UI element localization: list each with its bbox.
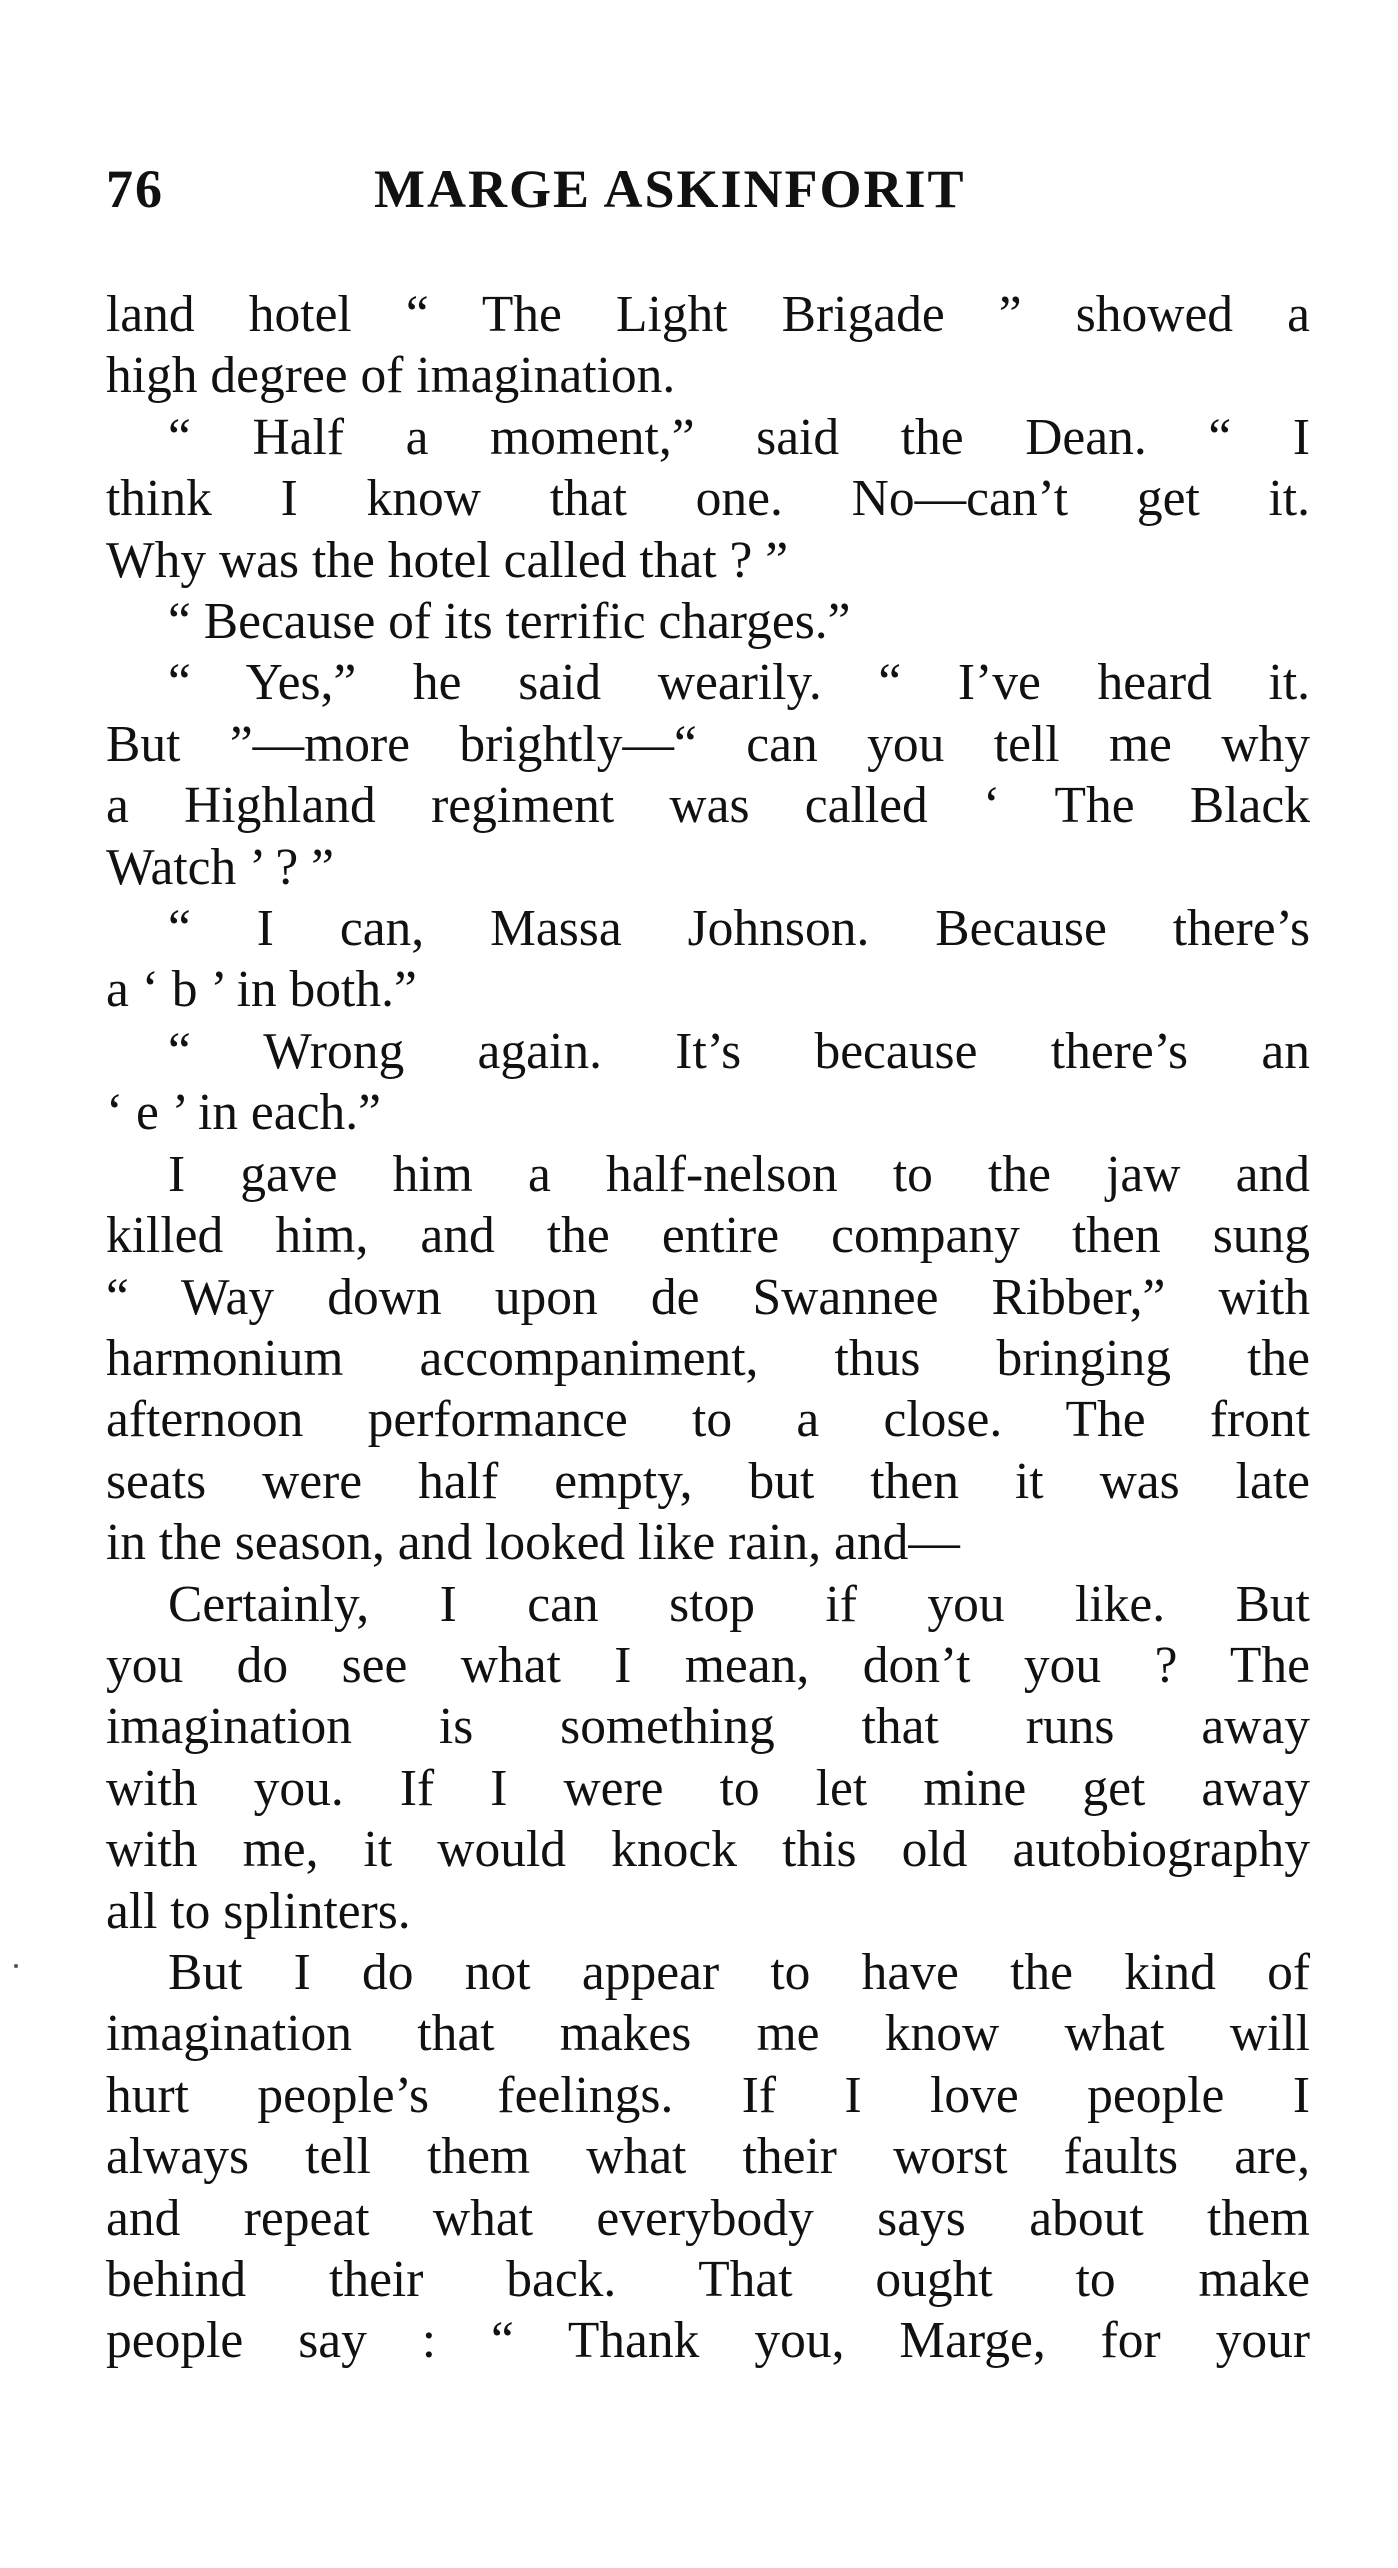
text-line: you do see what I mean, don’t you ? The bbox=[106, 1636, 1310, 1694]
text-line: land hotel “ The Light Brigade ” showed a bbox=[106, 286, 1310, 343]
text-line: “ Wrong again. It’s because there’s an bbox=[168, 1022, 1310, 1080]
text-line: high degree of imagination. bbox=[106, 347, 676, 405]
text-line: “ Way down upon de Swannee Ribber,” with bbox=[106, 1268, 1310, 1326]
text-line: hurt people’s feelings. If I love people I bbox=[106, 2066, 1310, 2124]
text-line: “ I can, Massa Johnson. Because there’s bbox=[168, 900, 1310, 958]
text-line: a Highland regiment was called ‘ The Black bbox=[106, 777, 1310, 835]
text-line: in the season, and looked like rain, and— bbox=[106, 1514, 960, 1572]
text-line: I gave him a half-nelson to the jaw and bbox=[168, 1145, 1310, 1203]
text-line: harmonium accompaniment, thus bringing the bbox=[106, 1329, 1310, 1387]
text-line: Why was the hotel called that ? ” bbox=[106, 531, 789, 589]
running-title: MARGE ASKINFORIT bbox=[374, 159, 966, 219]
text-line: “ Half a moment,” said the Dean. “ I bbox=[168, 408, 1310, 466]
text-line: afternoon performance to a close. The front bbox=[106, 1391, 1310, 1449]
text-line: a ‘ b ’ in both.” bbox=[106, 961, 417, 1019]
text-line: “ Because of its terrific charges.” bbox=[168, 593, 851, 651]
text-line: Certainly, I can stop if you like. But bbox=[168, 1575, 1310, 1633]
page-number: 76 bbox=[106, 159, 164, 219]
text-line: behind their back. That ought to make bbox=[106, 2251, 1310, 2308]
text-line: killed him, and the entire company then sung bbox=[106, 1207, 1310, 1265]
text-line: But I do not appear to have the kind of bbox=[168, 1943, 1310, 2001]
text-line: all to splinters. bbox=[106, 1882, 411, 1940]
text-line: people say : “ Thank you, Marge, for your bbox=[106, 2312, 1310, 2370]
text-line: But ”—more brightly—“ can you tell me why bbox=[106, 715, 1310, 773]
text-line: and repeat what everybody says about them bbox=[106, 2189, 1310, 2247]
text-line: “ Yes,” he said wearily. “ I’ve heard it. bbox=[168, 654, 1310, 712]
text-line: seats were half empty, but then it was late bbox=[106, 1452, 1310, 1510]
body-text bbox=[106, 284, 1310, 2372]
text-line: think I know that one. No—can’t get it. bbox=[106, 470, 1310, 528]
running-head bbox=[106, 158, 1306, 228]
text-line: ‘ e ’ in each.” bbox=[106, 1084, 381, 1142]
print-speck bbox=[14, 1964, 18, 1968]
text-line: with you. If I were to let mine get away bbox=[106, 1759, 1310, 1817]
text-line: imagination that makes me know what will bbox=[106, 2005, 1310, 2063]
text-line: imagination is something that runs away bbox=[106, 1698, 1310, 1756]
text-line: with me, it would knock this old autobiography bbox=[106, 1821, 1310, 1879]
text-line: always tell them what their worst faults are, bbox=[106, 2128, 1310, 2186]
text-line: Watch ’ ? ” bbox=[106, 838, 334, 896]
